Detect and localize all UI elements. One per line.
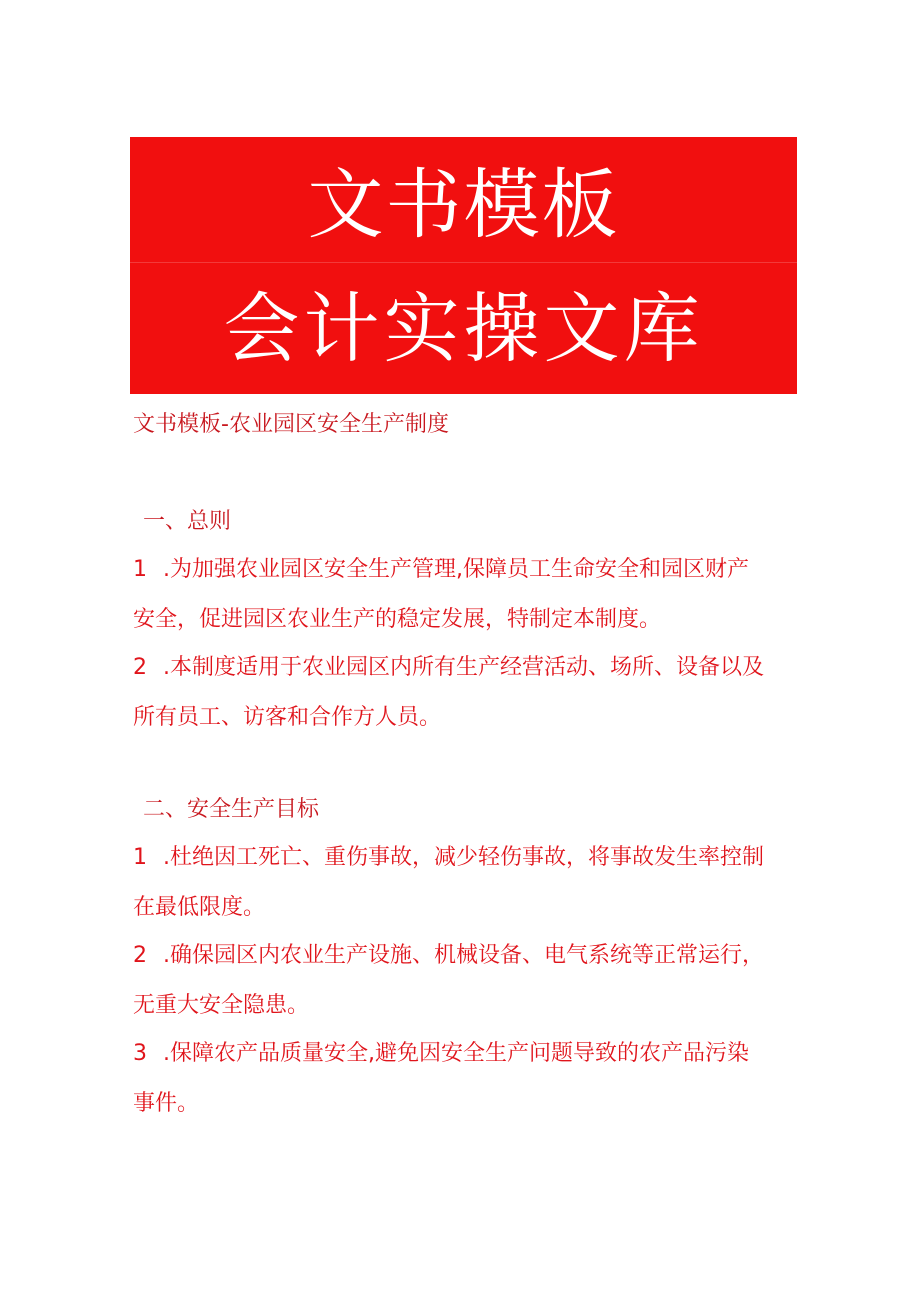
section-heading-safety-goals: 二、安全生产目标 <box>143 797 320 822</box>
item-text-line-1: .本制度适用于农业园区内所有生产经营活动、场所、设备以及 <box>163 655 764 680</box>
item-number: 2 <box>133 655 147 680</box>
banner-divider <box>130 262 797 263</box>
item-text-line-1: .确保园区内农业生产设施、机械设备、电气系统等正常运行， <box>163 943 764 968</box>
item-text-line-1: .杜绝因工死亡、重伤事故，减少轻伤事故，将事故发生率控制 <box>163 845 764 870</box>
item-number: 1 <box>133 845 147 870</box>
item-number: 3 <box>133 1041 147 1066</box>
item-text-line-2: 无重大安全隐患。 <box>133 993 310 1018</box>
paragraph-goals-1 <box>133 833 813 933</box>
banner-title-line-2: 会计实操文库 <box>223 284 704 373</box>
item-text-line-2: 在最低限度。 <box>133 895 266 920</box>
item-number: 2 <box>133 943 147 968</box>
item-text-line-2: 所有员工、访客和合作方人员。 <box>133 705 442 730</box>
item-text-line-2: 事件。 <box>133 1091 200 1116</box>
document-title: 文书模板-农业园区安全生产制度 <box>133 412 449 437</box>
banner-title-line-1: 文书模板 <box>307 160 620 249</box>
paragraph-general-2 <box>133 643 813 743</box>
title-banner <box>130 137 797 394</box>
paragraph-general-1 <box>133 545 813 645</box>
item-text-line-1: .为加强农业园区安全生产管理,保障员工生命安全和园区财产 <box>163 557 749 582</box>
paragraph-goals-2 <box>133 931 813 1031</box>
paragraph-goals-3 <box>133 1029 813 1129</box>
section-heading-general: 一、总则 <box>143 509 232 534</box>
item-number: 1 <box>133 557 147 582</box>
item-text-line-1: .保障农产品质量安全,避免因安全生产问题导致的农产品污染 <box>163 1041 749 1066</box>
item-text-line-2: 安全，促进园区农业生产的稳定发展，特制定本制度。 <box>133 607 662 632</box>
